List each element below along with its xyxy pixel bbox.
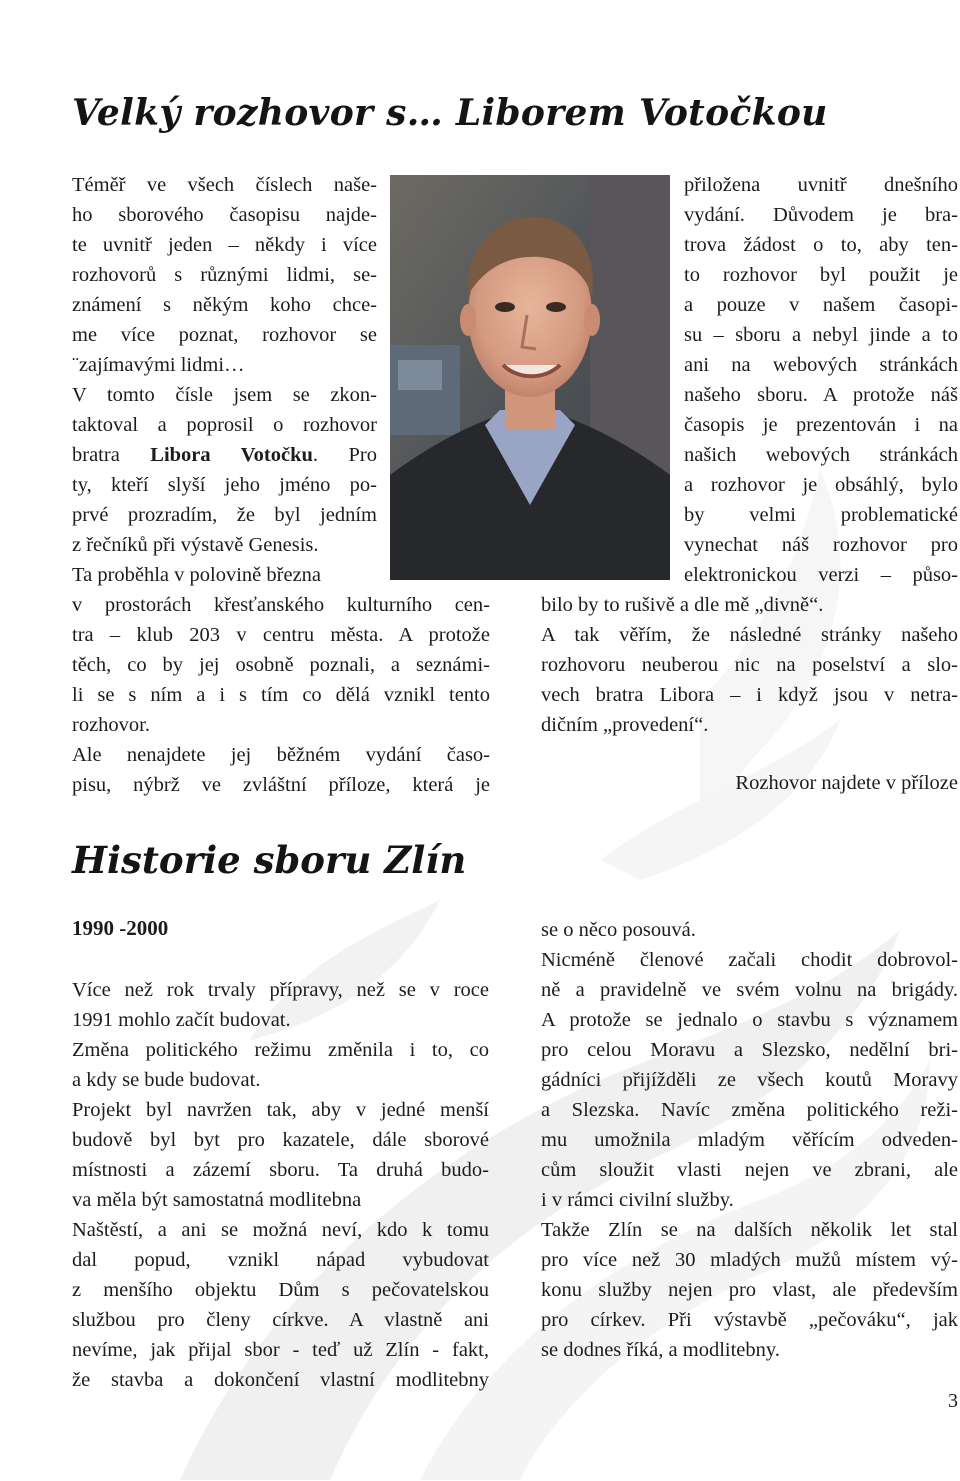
text-line: Naštěstí, a ani se možná neví, kdo k tomu	[72, 1219, 489, 1241]
text-line: a rozhovor je obsáhlý, bylo	[684, 474, 958, 496]
text-line: by velmi problematické	[684, 504, 958, 526]
portrait-image	[390, 175, 670, 580]
text-line: Změna politického režimu změnila i to, co	[72, 1039, 489, 1061]
section-title: Historie sboru Zlín	[72, 838, 467, 882]
text-line: vynechat náš rozhovor pro	[684, 534, 958, 556]
text-line: gádníci přijížděli ze všech koutů Moravy	[541, 1069, 958, 1091]
text-line: va měla být samostatná modlitebna	[72, 1189, 362, 1211]
text-line: rozhovorů s různými lidmi, se-	[72, 264, 377, 286]
text-line: pro celou Moravu a Slezsko, nedělní bri-	[541, 1039, 958, 1061]
text-line: našich webových stránkách	[684, 444, 958, 466]
article-right-narrow-column	[684, 170, 958, 590]
text-line: dičním „provedení“.	[541, 714, 709, 736]
text-line: elektronickou verzi – půso-	[684, 564, 958, 586]
article-wide-column	[72, 560, 490, 800]
article-title: Velký rozhovor s… Liborem Votočkou	[72, 92, 828, 134]
text-line: to rozhovor byl použit je	[684, 264, 958, 286]
text-line: těch, co by jej osobně poznali, a seznámi-	[72, 654, 490, 676]
text-line: z řečníků při výstavě Genesis.	[72, 534, 319, 556]
text-line: vydání. Důvodem je bra-	[684, 204, 958, 226]
text-line: Projekt byl navržen tak, aby v jedné menší	[72, 1099, 489, 1121]
text-line: Nicméně členové začali chodit dobrovol-	[541, 949, 958, 971]
text-line: vech bratra Libora – i když jsou v netra-	[541, 684, 958, 706]
text-line: v prostorách křesťanského kulturního cen-	[72, 594, 490, 616]
text-line: 1991 mohlo začít budovat.	[72, 1009, 291, 1031]
text-line: Téměř ve všech číslech naše-	[72, 174, 377, 196]
text-line	[72, 440, 377, 470]
text-line: Ale nenajdete jej běžném vydání časo-	[72, 744, 490, 766]
text-line: cům sloužit vlasti nejen ve zbrani, ale	[541, 1159, 958, 1181]
history-right-column	[541, 915, 958, 1365]
text-line: rozhovor.	[72, 714, 150, 736]
text-line: a pouze v našem časopi-	[684, 294, 958, 316]
text-line: taktoval a poprosil o rozhovor	[72, 414, 377, 436]
text-line: pro církev. Při výstavbě „pečováku“, jak	[541, 1309, 958, 1331]
text-line: mu umožnila mladým věřícím odveden-	[541, 1129, 958, 1151]
text-line: přiložena uvnitř dnešního	[684, 174, 958, 196]
text-line: pisu, nýbrž ve zvláštní příloze, která je	[72, 774, 490, 796]
text-line: službou pro členy církve. A vlastně ani	[72, 1309, 489, 1331]
text-line: bilo by to rušivě a dle mě „divně“.	[541, 594, 824, 616]
text-line: A tak věřím, že následné stránky našeho	[541, 624, 958, 646]
article-right-wide-column	[541, 590, 958, 740]
text-line: dal popud, vznikl nápad vybudovat	[72, 1249, 489, 1271]
text-line: Ta proběhla v polovině března	[72, 564, 322, 586]
text-fragment: . Pro	[312, 444, 378, 466]
text-line: Takže Zlín se na dalších několik let stal	[541, 1219, 958, 1241]
page-number: 3	[948, 1390, 958, 1412]
text-line: li se s ním a i s tím co dělá vznikl tento	[72, 684, 490, 706]
text-line: i v rámci civilní služby.	[541, 1189, 734, 1211]
text-line: ho sborového časopisu najde-	[72, 204, 377, 226]
text-line: A protože se jednalo o stavbu s významem	[541, 1009, 958, 1031]
years-heading: 1990 -2000	[72, 916, 169, 940]
text-line: ani na webových stránkách	[684, 354, 958, 376]
text-line: me více poznat, rozhovor se	[72, 324, 377, 346]
text-line: V tomto čísle jsem se zkon-	[72, 384, 377, 406]
text-line: místnosti a zázemí sboru. Ta druhá budo-	[72, 1159, 489, 1181]
text-line: trova žádost o to, aby ten-	[684, 234, 958, 256]
text-line: konu služby nejen pro vlast, ale především	[541, 1279, 958, 1301]
text-line: známení s někým koho chce-	[72, 294, 377, 316]
text-line: a kdy se bude budovat.	[72, 1069, 261, 1091]
text-line: te uvnitř jeden – někdy i více	[72, 234, 377, 256]
text-line: našeho sboru. A protože náš	[684, 384, 958, 406]
closing-note: Rozhovor najdete v příloze	[735, 772, 958, 794]
text-line: rozhovoru neuberou nic na poselství a slo-	[541, 654, 958, 676]
text-line: ně a pravidelně ve svém volnu na brigády.	[541, 979, 958, 1001]
text-line: nevíme, jak přijal sbor - teď už Zlín - fakt,	[72, 1339, 489, 1361]
text-line: pro více než 30 mladých mužů místem vý-	[541, 1249, 958, 1271]
interviewee-name: Libora Votočku	[150, 444, 313, 466]
text-line: Více než rok trvaly přípravy, než se v roce	[72, 979, 489, 1001]
text-line: časopis je prezentován i na	[684, 414, 958, 436]
text-line: budově byl byt pro kazatele, dále sborové	[72, 1129, 489, 1151]
text-line: su – sboru a nebyl jinde a to	[684, 324, 958, 346]
history-left-column	[72, 975, 489, 1395]
text-fragment: bratra	[72, 444, 151, 466]
text-line: tra – klub 203 v centru města. A protože	[72, 624, 490, 646]
text-line: ty, kteří slyší jeho jméno po-	[72, 474, 377, 496]
portrait-photo	[390, 175, 670, 580]
text-line: že stavba a dokončení vlastní modlitebny	[72, 1369, 489, 1391]
text-line: a Slezska. Navíc změna politického reži-	[541, 1099, 958, 1121]
text-line: ¨zajímavými lidmi…	[72, 354, 245, 376]
text-line: se dodnes říká, a modlitebny.	[541, 1339, 780, 1361]
text-line: z menšího objektu Dům s pečovatelskou	[72, 1279, 489, 1301]
text-line: se o něco posouvá.	[541, 919, 696, 941]
text-line: prvé prozradím, že byl jedním	[72, 504, 377, 526]
article-left-column	[72, 170, 377, 560]
